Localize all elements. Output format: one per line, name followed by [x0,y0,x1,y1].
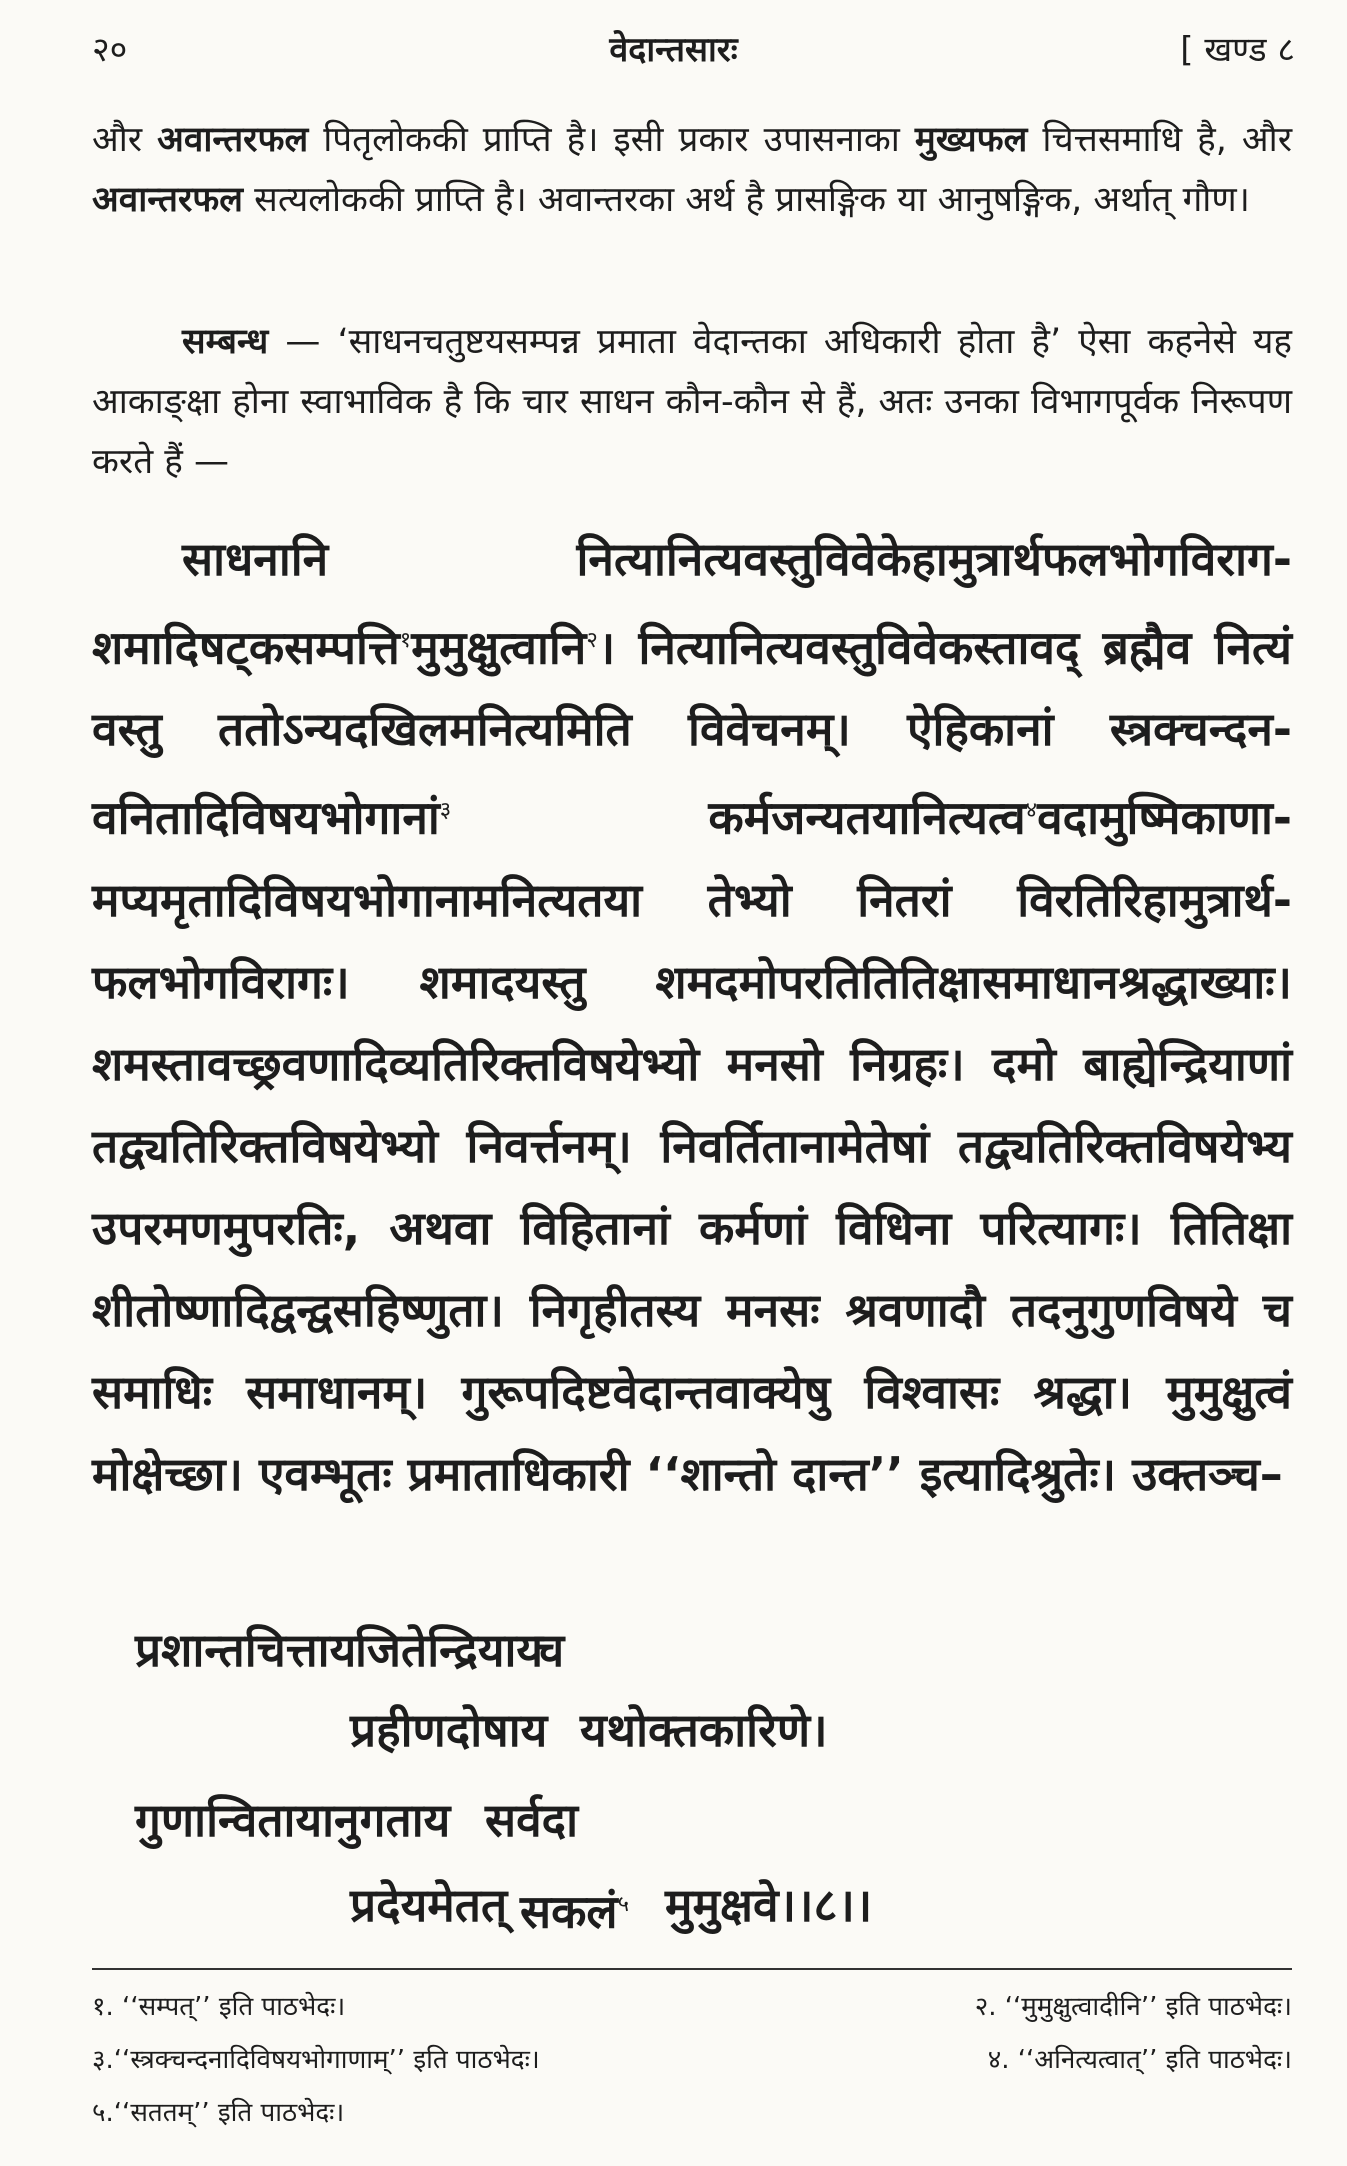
text-run: सत्यलोककी प्राप्ति है। अवान्तरका अर्थ है प्रासङ्गिक या आनुषङ्गिक, अर्थात् गौण। [243,180,1250,220]
footnote-1: १. ‘‘सम्पत्’’ इति पाठभेदः। [92,1992,346,2022]
footnote-4: ४. ‘‘अनित्यत्वात्’’ इति पाठभेदः। [987,2045,1292,2075]
text-run: । नित्यानित्यवस्तुविवेकस्तावद् ब्रह्मैव नित्यं वस्तु ततोऽन्यदखिलमनित्यमिति विवेचनम्। ऐहिकानां स्त्रक्चन्दन-वनितादिविषयभोगानां [92,620,1292,845]
text-run: चित्तसमाधि है, और [1027,120,1293,160]
verse-word: प्रशान्तचित्ताय [135,1623,357,1677]
footnote-ref: १ [399,628,412,653]
footnote-3: ३.‘‘स्त्रक्चन्दनादिविषयभोगाणाम्’’ इति पाठभेदः। [92,2045,540,2075]
sambandha-text: — ‘साधनचतुष्टयसम्पन्न प्रमाता वेदान्तका अधिकारी होता है’ ऐसा कहनेसे यह आकाङ्क्षा होना स्वाभाविक है कि चार साधन कौन-कौन से हैं, अतः उनका विभागपूर्वक निरूपण करते हैं — [92,322,1292,482]
term-avantaraphala: अवान्तरफल [92,180,244,220]
commentary-paragraph [92,110,1292,230]
verse-word: जितेन्द्रियाय [355,1623,544,1677]
footnote-divider [92,1968,1292,1970]
footnote-2: २. ‘‘मुमुक्षुत्वादीनि’’ इति पाठभेदः। [974,1992,1292,2022]
verse-word: प्रहीणदोषाय [350,1703,548,1757]
text-run: साधनानि नित्यानित्यवस्तुविवेकेहामुत्रार्थफलभोगविराग-शमादिषट्कसम्पत्ति [92,532,1292,675]
verse-word: सर्वदा [485,1793,579,1847]
footnote-ref: ३ [439,798,452,824]
verse-word: गुणान्वितायानुगताय [135,1793,451,1847]
footnote-ref: ४ [1025,798,1038,824]
term-mukhyaphala: मुख्यफल [914,120,1028,160]
verse-word: सकलं$^५$ [520,1884,630,1939]
footnote-ref: ५ [617,1892,630,1917]
footnote-ref: २ [586,628,598,653]
text-run: पितृलोककी प्राप्ति है। इसी प्रकार उपासनाका [308,120,915,160]
section-marker: [ खण्ड ८ [1180,30,1295,70]
text-run: वदामुष्मिकाणा-मप्यमृतादिविषयभोगानामनित्यतया तेभ्यो नितरां विरतिरिहामुत्रार्थ-फलभोगविरागः। शमादयस्तु शमदमोपरतितितिक्षासमाधानश्रद्धाख्याः। शमस्तावच्छ्रवणादिव्यतिरिक्तविषयेभ्यो मनसो निग्रहः। दमो बाह्येन्द्रियाणां तद्व्यतिरिक्तविषयेभ्यो निवर्त्तनम्। निवर्तितानामेतेषां तद्व्यतिरिक्तविषयेभ्य उपरमणमुपरतिः, अथवा विहितानां कर्मणां विधिना परित्यागः। तितिक्षा शीतोष्णादिद्वन्द्वसहिष्णुता। निगृहीतस्य मनसः श्रवणादौ तदनुगुणविषये च समाधिः समाधानम्। गुरूपदिष्टवेदान्तवाक्येषु विश्वासः श्रद्धा। मुमुक्षुत्वं मोक्षेच्छा। एवम्भूतः प्रमाताधिकारी ‘‘शान्तो दान्त’’ इत्यादिश्रुतेः। उक्तञ्च– [92,790,1292,1501]
text-run: और [92,120,158,160]
running-title: वेदान्तसारः [609,30,738,70]
verse-word: यथोक्तकारिणे। [580,1703,828,1757]
term-avantaraphala: अवान्तरफल [157,120,309,160]
verse-word: प्रदेयमेतत् [350,1878,508,1932]
footnote-5: ५.‘‘सततम्’’ इति पाठभेदः। [92,2098,345,2128]
sambandha-label: सम्बन्ध [182,322,269,362]
sambandha-paragraph [92,312,1292,492]
page-number: २० [92,30,128,70]
verse-word: मुमुक्षवे।।८।। [665,1878,873,1932]
verse-word: च [535,1623,565,1677]
sanskrit-main-text [92,518,1292,1515]
text-run: कर्मजन्यतयानित्यत्व [451,790,1026,845]
text-run: मुमुक्षुत्वानि [411,620,587,675]
